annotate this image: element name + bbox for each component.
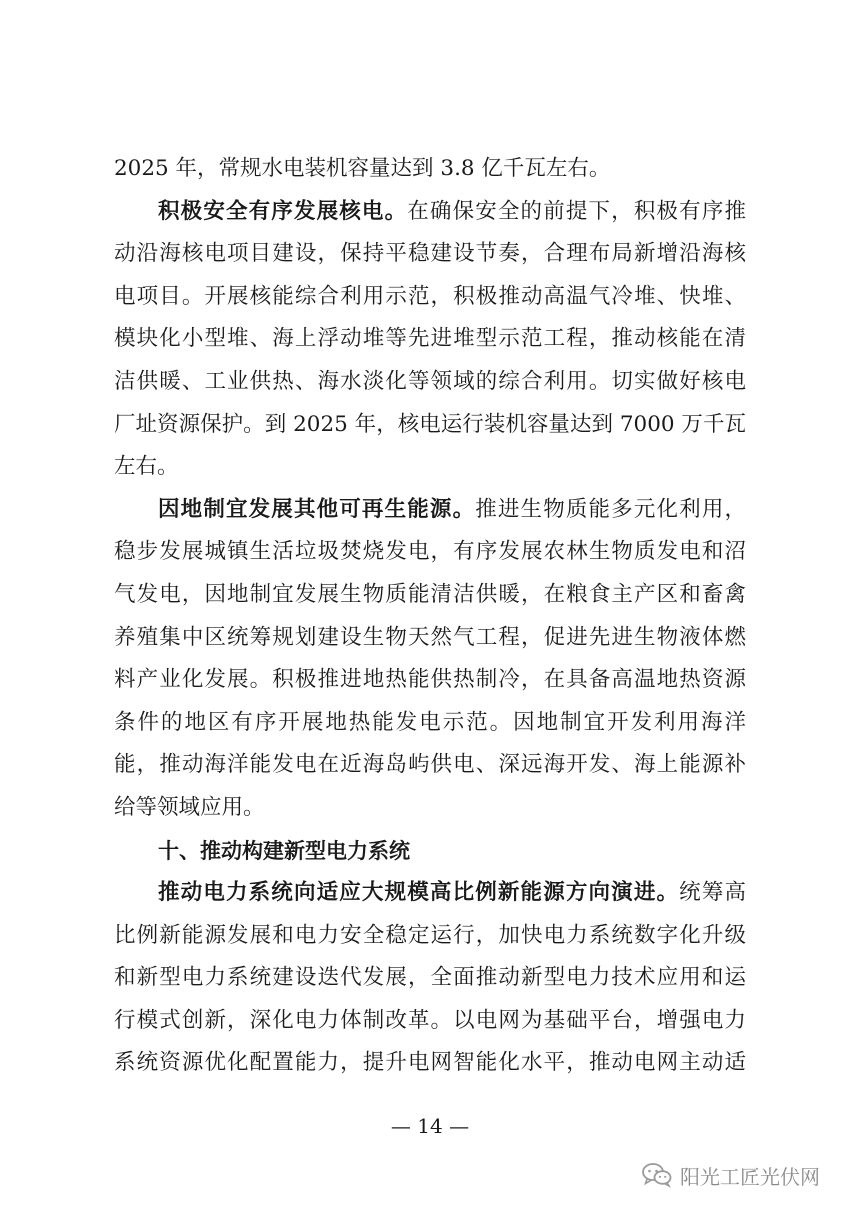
text-segment: 模块化小型堆、海上浮动堆等先进堆型示范工程，推动核能在清	[114, 326, 746, 352]
text-segment: 动沿海核电项目建设，保持平稳建设节奏，合理布局新增沿海核	[114, 241, 746, 267]
text-segment: 给等领域应用。	[114, 794, 265, 820]
text-line	[114, 787, 746, 830]
text-line	[114, 531, 746, 574]
bold-lead-text: 十、推动构建新型电力系统	[158, 838, 410, 863]
text-line	[114, 744, 746, 787]
text-segment: 统筹高	[679, 880, 746, 906]
text-line	[114, 659, 746, 702]
section-heading	[114, 830, 746, 873]
text-segment: 比例新能源发展和电力安全稳定运行，加快电力系统数字化升级	[114, 922, 746, 948]
text-segment: 在确保安全的前提下，积极有序推	[407, 198, 746, 224]
text-line	[114, 191, 746, 234]
text-segment: 电项目。开展核能综合利用示范，积极推动高温气冷堆、快堆、	[114, 283, 746, 309]
watermark	[642, 1160, 820, 1190]
text-line	[114, 1000, 746, 1043]
text-line	[114, 446, 746, 489]
text-segment: 料产业化发展。积极推进地热能供热制冷，在具备高温地热资源	[114, 667, 746, 693]
text-line	[114, 915, 746, 958]
bold-lead-text: 因地制宜发展其他可再生能源。	[158, 496, 476, 522]
text-segment: 稳步发展城镇生活垃圾焚烧发电，有序发展农林生物质发电和沼	[114, 539, 746, 565]
bold-lead-text: 积极安全有序发展核电。	[158, 198, 408, 224]
page-number: — 14 —	[390, 1114, 470, 1138]
wechat-icon	[642, 1162, 672, 1188]
text-segment: 推进生物质能多元化利用，	[475, 496, 746, 522]
text-segment: 行模式创新，深化电力体制改革。以电网为基础平台，增强电力	[114, 1007, 746, 1033]
text-line	[114, 702, 746, 745]
text-line	[114, 148, 746, 191]
watermark-text: 阳光工匠光伏网	[680, 1164, 820, 1189]
text-line	[114, 617, 746, 660]
text-line	[114, 318, 746, 361]
text-line	[114, 489, 746, 532]
text-segment: 条件的地区有序开展地热能发电示范。因地制宜开发利用海洋	[114, 709, 746, 735]
body-text	[114, 148, 746, 1085]
text-segment: 洁供暖、工业供热、海水淡化等领域的综合利用。切实做好核电	[114, 368, 746, 394]
text-line	[114, 404, 746, 447]
text-line	[114, 361, 746, 404]
text-segment: 系统资源优化配置能力，提升电网智能化水平，推动电网主动适	[114, 1050, 746, 1076]
text-segment: 气发电，因地制宜发展生物质能清洁供暖，在粮食主产区和畜禽	[114, 581, 746, 607]
text-segment: 厂址资源保护。到 2025 年，核电运行装机容量达到 7000 万千瓦	[114, 411, 746, 437]
text-line	[114, 574, 746, 617]
bold-lead-text: 推动电力系统向适应大规模高比例新能源方向演进。	[158, 880, 680, 906]
text-segment: 2025 年，常规水电装机容量达到 3.8 亿千瓦左右。	[114, 156, 611, 181]
text-line	[114, 872, 746, 915]
text-segment: 左右。	[114, 454, 179, 480]
text-segment: 能，推动海洋能发电在近海岛屿供电、深远海开发、海上能源补	[114, 752, 746, 778]
text-line	[114, 276, 746, 319]
text-segment: 和新型电力系统建设迭代发展，全面推动新型电力技术应用和运	[114, 965, 746, 991]
text-segment: 养殖集中区统筹规划建设生物天然气工程，促进先进生物液体燃	[114, 624, 746, 650]
text-line	[114, 1042, 746, 1085]
text-line	[114, 957, 746, 1000]
text-line	[114, 233, 746, 276]
